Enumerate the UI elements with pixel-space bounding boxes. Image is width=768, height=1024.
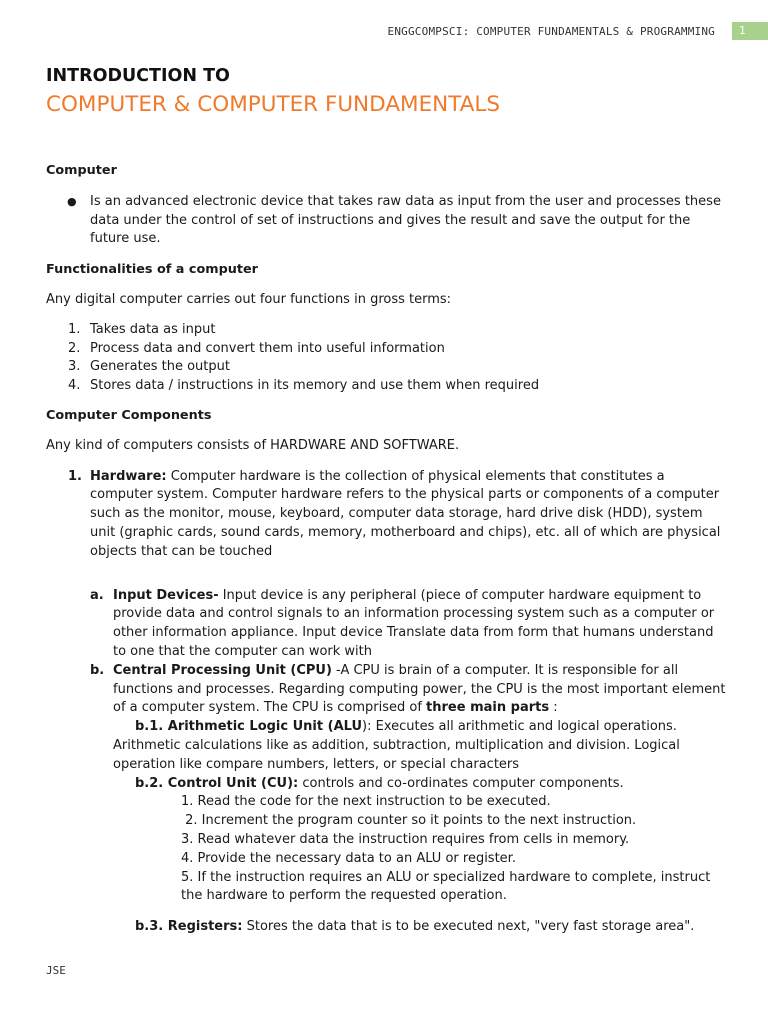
page-number-badge: 1: [732, 22, 768, 40]
hardware-text: Computer hardware is the collection of physical elements that constitutes a computer system. Computer hardware refers to the physical parts or components of a computer such as the monitor, mouse, keyboard, computer data storage, hard drive disk (HDD), system unit (graphic cards, sound cards, memory, motherboard and chips), etc. all of which are physical objects that can be touched: [90, 468, 721, 559]
components-intro: Any kind of computers consists of HARDWARE AND SOFTWARE.: [46, 437, 460, 453]
cpu-letter: b.: [90, 662, 105, 678]
list-item: [46, 321, 726, 340]
control-unit-line: [46, 775, 726, 794]
hardware-label: Hardware:: [90, 468, 167, 484]
hardware-number: 1.: [68, 468, 82, 484]
section-heading-functionalities: Functionalities of a computer: [46, 262, 258, 278]
alu-label: b.1. Arithmetic Logic Unit (ALU: [135, 719, 363, 735]
control-unit-text: controls and co-ordinates computer components.: [298, 775, 624, 791]
document-title-line2: COMPUTER & COMPUTER FUNDAMENTALS: [46, 92, 501, 117]
cpu-label: Central Processing Unit (CPU): [113, 662, 332, 678]
list-number: 4.: [68, 378, 81, 394]
registers-line: [46, 918, 726, 937]
control-unit-step: 5. If the instruction requires an ALU or specialized hardware to complete, instruct the hardware to perform the requested operation.: [181, 869, 711, 904]
input-devices-letter: a.: [90, 587, 104, 603]
alu-text: ): Executes all arithmetic and logical operations.: [362, 719, 677, 735]
cpu-three-parts: three main parts: [426, 700, 550, 716]
list-item-text: Generates the output: [90, 359, 230, 375]
control-unit-step: 4. Provide the necessary data to an ALU or register.: [181, 850, 516, 866]
list-item-text: Stores data / instructions in its memory and use them when required: [90, 378, 540, 394]
hardware-item: [46, 468, 726, 562]
functionalities-list: [46, 321, 726, 396]
list-number: 1.: [68, 321, 81, 337]
list-item: [46, 340, 726, 359]
page-header: [0, 22, 768, 40]
control-unit-step: 1. Read the code for the next instruction to be executed.: [181, 794, 551, 810]
course-title: ENGGCOMPSCI: COMPUTER FUNDAMENTALS & PROGRAMMING: [387, 25, 715, 38]
cpu-text: -A CPU is brain of a computer. It is responsible for all functions and processes. Regarding computing power, the CPU is the most important element of a computer system. The CPU is comprised of: [113, 662, 726, 716]
list-item-text: Process data and convert them into useful information: [90, 340, 445, 356]
control-unit-label: b.2. Control Unit (CU):: [135, 775, 299, 791]
footer-initials: JSE: [46, 964, 66, 977]
cpu-item: [46, 662, 726, 718]
list-item-text: Takes data as input: [90, 321, 216, 337]
alu-line: [113, 718, 726, 737]
input-devices-label: Input Devices-: [113, 587, 219, 603]
list-item: [46, 377, 726, 396]
bullet-icon: ●: [67, 194, 77, 208]
input-devices-item: [46, 587, 726, 662]
functionalities-intro: Any digital computer carries out four functions in gross terms:: [46, 291, 452, 307]
input-devices-text: Input device is any peripheral (piece of computer hardware equipment to provide data and control signals to an information processing system such as a computer or other information appliance. Input device Translate data from form that humans understand to one that the computer can work with: [113, 587, 715, 659]
section-heading-computer: Computer: [46, 163, 117, 178]
list-item: [46, 358, 726, 377]
alu-block: [46, 718, 726, 774]
registers-text: Stores the data that is to be executed next, "very fast storage area".: [242, 919, 695, 935]
list-number: 3.: [68, 359, 81, 375]
list-number: 2.: [68, 340, 81, 356]
document-title-line1: INTRODUCTION TO: [46, 66, 230, 86]
document-body: [46, 162, 726, 937]
control-unit-step: 2. Increment the program counter so it points to the next instruction.: [181, 813, 637, 829]
control-unit-step: 3. Read whatever data the instruction requires from cells in memory.: [181, 831, 630, 847]
section-heading-components: Computer Components: [46, 407, 212, 423]
alu-continuation: Arithmetic calculations like as addition, subtraction, multiplication and division. Logical operation like compare numbers, letters, or special characters: [113, 737, 680, 772]
bullet-item: [46, 193, 726, 249]
registers-label: b.3. Registers:: [135, 919, 243, 935]
cpu-tail: :: [549, 700, 558, 716]
bullet-text: Is an advanced electronic device that takes raw data as input from the user and processes these data under the control of set of instructions and gives the result and save the output for the future use.: [90, 193, 721, 247]
